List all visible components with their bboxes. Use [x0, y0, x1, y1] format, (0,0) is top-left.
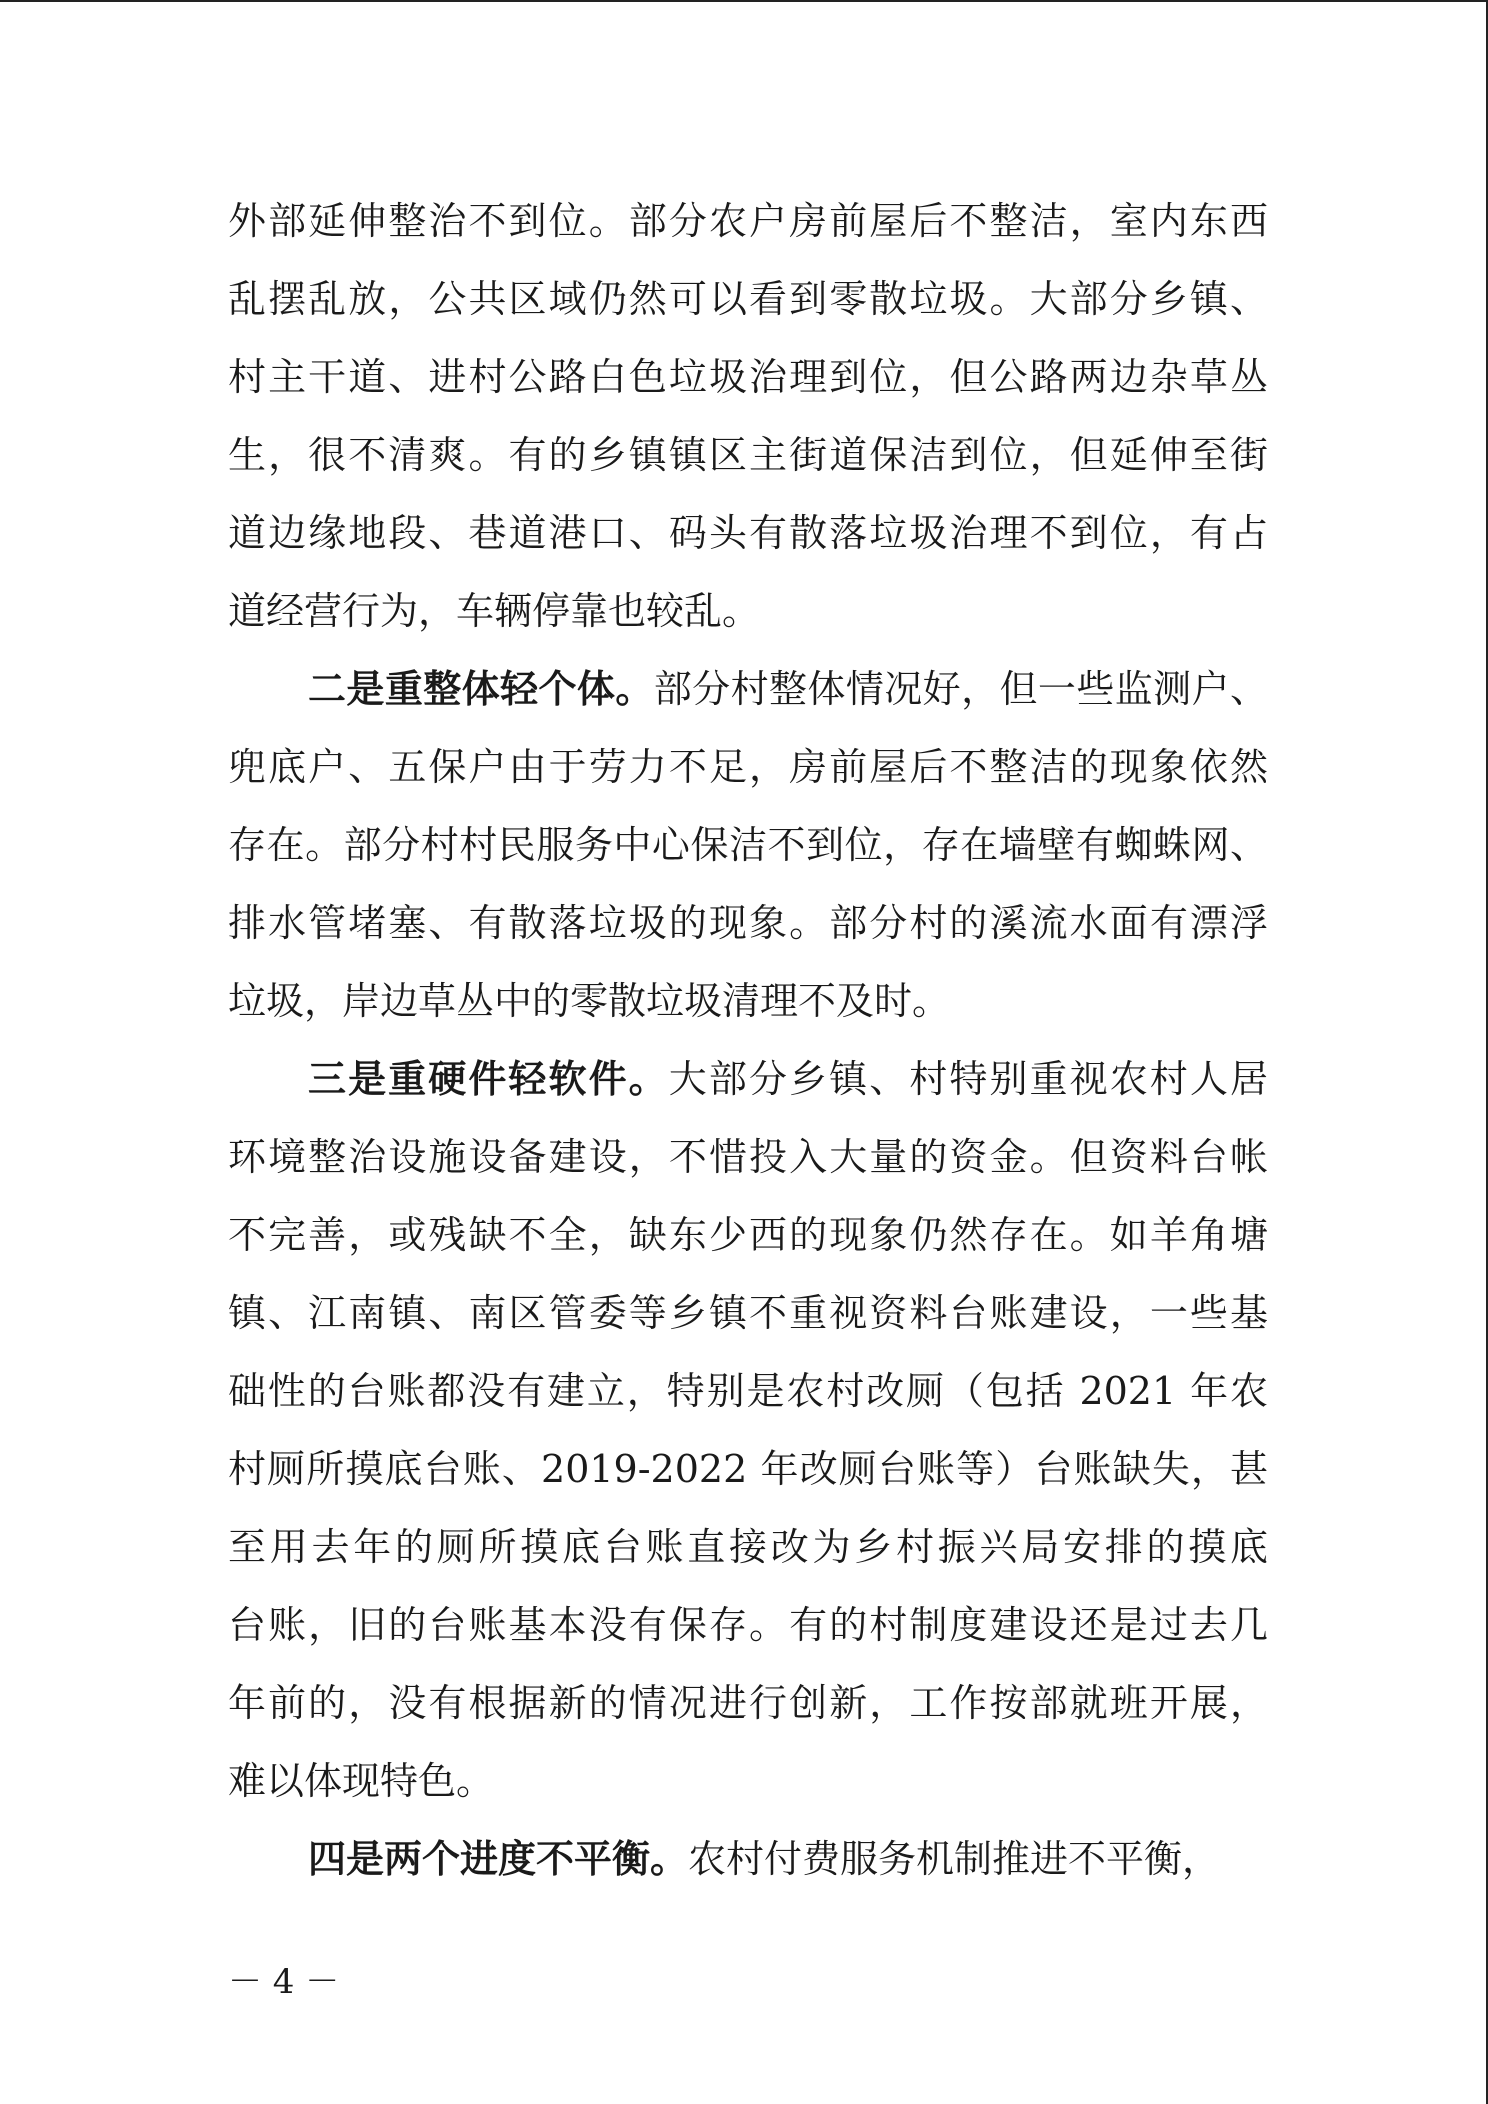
paragraph-heading: 四是两个进度不平衡。	[308, 1836, 689, 1881]
paragraph-text: 大部分乡镇、村特别重视农村人居	[668, 1057, 1268, 1101]
paragraph-first-line	[228, 1040, 1268, 1118]
paragraph-text: 农村付费服务机制推进不平衡，	[688, 1837, 1221, 1881]
paragraph-line: 难以体现特色。	[228, 1759, 495, 1803]
paragraph-line: 础性的台账都没有建立，特别是农村改厕（包括 2021 年农	[228, 1369, 1268, 1413]
paragraph-line: 村厕所摸底台账、2019-2022 年改厕台账等）台账缺失，甚	[228, 1447, 1268, 1491]
paragraph-first-line	[228, 1820, 1268, 1898]
paragraph-text: 部分村整体情况好，但一些监测户、	[653, 667, 1268, 711]
document-body	[228, 182, 1268, 1898]
paragraph-line: 生，很不清爽。有的乡镇镇区主街道保洁到位，但延伸至街	[228, 433, 1268, 477]
paragraph-line: 垃圾，岸边草丛中的零散垃圾清理不及时。	[228, 979, 951, 1023]
paragraph-line: 道经营行为，车辆停靠也较乱。	[228, 589, 761, 633]
paragraph-line: 乱摆乱放，公共区域仍然可以看到零散垃圾。大部分乡镇、	[228, 277, 1268, 321]
paragraph-line: 道边缘地段、巷道港口、码头有散落垃圾治理不到位，有占	[228, 511, 1268, 555]
paragraph-heading: 三是重硬件轻软件。	[308, 1056, 669, 1101]
page-number: － 4 －	[228, 1962, 340, 2002]
paragraph-line: 村主干道、进村公路白色垃圾治理到位，但公路两边杂草丛	[228, 355, 1268, 399]
paragraph-line: 年前的，没有根据新的情况进行创新，工作按部就班开展，	[228, 1681, 1268, 1725]
paragraph-line: 不完善，或残缺不全，缺东少西的现象仍然存在。如羊角塘	[228, 1213, 1268, 1257]
paragraph-line: 至用去年的厕所摸底台账直接改为乡村振兴局安排的摸底	[228, 1525, 1268, 1569]
paragraph-line: 排水管堵塞、有散落垃圾的现象。部分村的溪流水面有漂浮	[228, 901, 1268, 945]
paragraph-first-line	[228, 650, 1268, 728]
paragraph-heading: 二是重整体轻个体。	[308, 666, 654, 711]
paragraph-line: 台账，旧的台账基本没有保存。有的村制度建设还是过去几	[228, 1603, 1268, 1647]
paragraph-line: 环境整治设施设备建设，不惜投入大量的资金。但资料台帐	[228, 1135, 1268, 1179]
paragraph-line: 外部延伸整治不到位。部分农户房前屋后不整洁，室内东西	[228, 199, 1268, 243]
paragraph-line: 兜底户、五保户由于劳力不足，房前屋后不整洁的现象依然	[228, 745, 1268, 789]
paragraph-line: 镇、江南镇、南区管委等乡镇不重视资料台账建设，一些基	[228, 1291, 1268, 1335]
paragraph-line: 存在。部分村村民服务中心保洁不到位，存在墙壁有蜘蛛网、	[228, 823, 1268, 867]
